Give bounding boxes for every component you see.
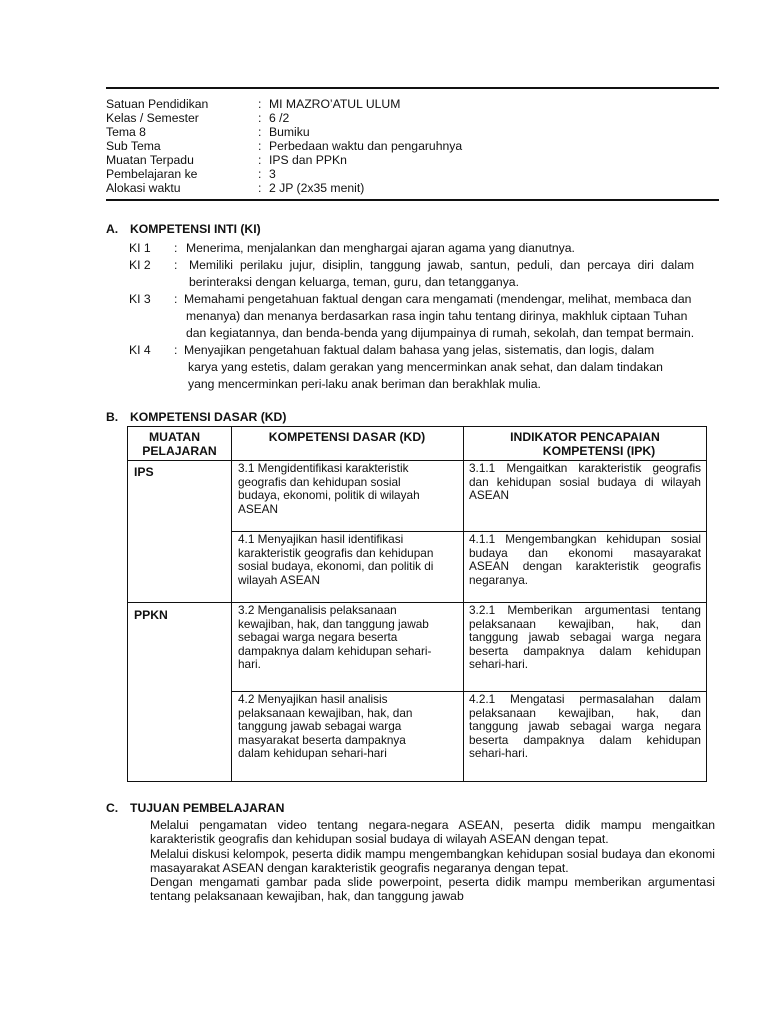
top-rule (106, 87, 719, 89)
header-line: PELAJARAN (142, 444, 217, 458)
identity-value: Perbedaan waktu dan pengaruhnya (269, 139, 463, 153)
header-ipk (463, 430, 707, 458)
identity-value: Bumiku (269, 125, 310, 139)
section-heading-kd (106, 410, 286, 425)
section-title: KOMPETENSI INTI (KI) (130, 222, 261, 236)
kd-line: 3.1 Mengidentifikasi karakteristik (238, 461, 409, 475)
ki-colon: : (174, 241, 178, 255)
header-line: MUATAN (149, 430, 200, 444)
identity-label: Pembelajaran ke (106, 167, 198, 181)
ki-colon: : (174, 292, 178, 306)
identity-bottom-rule (106, 199, 719, 201)
subject-ppkn: PPKN (134, 608, 168, 622)
kd-line: wilayah ASEAN (238, 572, 320, 587)
ipk-line: sehari-hari. (469, 746, 529, 761)
ipk-line: sehari-hari. (469, 657, 529, 672)
section-letter: B. (106, 410, 119, 424)
tujuan-line: masayarakat ASEAN dengan karakteristik geografis negaranya dengan tepat. (150, 861, 569, 875)
kd-line: dalam kehidupan sehari-hari (238, 746, 387, 761)
kd-line: pelaksanaan kewajiban, hak, dan (238, 705, 413, 720)
kd-line: sebagai warga negara beserta (238, 630, 398, 645)
ipk-line: tanggung jawab sebagai warga negara (469, 630, 701, 645)
kd-line: masyarakat beserta dampaknya (238, 732, 406, 747)
kd-line: kewajiban, hak, dan tanggung jawab (238, 616, 429, 631)
ki-text-line: Memiliki perilaku jujur, disiplin, tanggung jawab, santun, peduli, dan percaya diri dalam (189, 258, 694, 272)
ipk-line: budaya dan ekonomi masayarakat (469, 545, 701, 560)
identity-colon: : (258, 167, 262, 181)
identity-label: Muatan Terpadu (106, 153, 194, 167)
kd-cell (238, 693, 412, 761)
section-title: KOMPETENSI DASAR (KD) (130, 410, 287, 424)
identity-colon: : (258, 111, 262, 125)
ipk-line: pelaksanaan kewajiban, hak, dan (469, 705, 701, 720)
identity-colon: : (258, 97, 262, 111)
identity-value: 6 /2 (269, 111, 290, 125)
tujuan-line: Melalui pengamatan video tentang negara-negara ASEAN, peserta didik mampu mengaitkan (150, 818, 715, 832)
kd-line: budaya, ekonomi, politik di wilayah (238, 488, 420, 503)
identity-value: 3 (269, 167, 276, 181)
kd-line: dampaknya dalam kehidupan sehari- (238, 643, 432, 658)
ipk-line: 3.2.1 Memberikan argumentasi tentang (469, 603, 701, 617)
identity-label: Kelas / Semester (106, 111, 199, 125)
ipk-line: 3.1.1 Mengaitkan karakteristik geografis (469, 461, 701, 475)
identity-value: IPS dan PPKn (269, 153, 347, 167)
ki-text-line: Menerima, menjalankan dan menghargai ajaran agama yang dianutnya. (186, 241, 575, 255)
header-muatan (128, 430, 221, 458)
ipk-line: beserta dampaknya dalam kehidupan (469, 643, 701, 658)
ipk-line: ASEAN (469, 488, 509, 503)
ipk-cell (469, 604, 701, 672)
ki-text-line: Memahami pengetahuan faktual dengan cara mengamati (mendengar, melihat, membaca dan (184, 292, 692, 306)
kd-cell (238, 533, 433, 587)
identity-label: Alokasi waktu (106, 181, 181, 195)
kd-line: 3.2 Menganalisis pelaksanaan (238, 603, 397, 617)
header-line: KOMPETENSI (IPK) (542, 444, 656, 458)
table-divider (463, 427, 464, 781)
ipk-line: tanggung jawab sebagai warga negara (469, 719, 701, 734)
ipk-line: ASEAN dengan karakteristik geografis (469, 559, 701, 574)
identity-value: 2 JP (2x35 menit) (269, 181, 365, 195)
ipk-line: negaranya. (469, 572, 529, 587)
ki-code: KI 4 (129, 343, 151, 357)
ki-text-line: dan kegiatannya, dan benda-benda yang dijumpainya di rumah, sekolah, dan tempat bermain. (186, 326, 695, 340)
kd-line: tanggung jawab sebagai warga (238, 719, 402, 734)
subject-ips: IPS (134, 465, 154, 479)
identity-value: MI MAZRO’ATUL ULUM (269, 97, 401, 111)
tujuan-line: Melalui diskusi kelompok, peserta didik mampu mengembangkan kehidupan sosial budaya dan ekonomi (150, 847, 715, 861)
ki-colon: : (174, 343, 178, 357)
kd-line: 4.2 Menyajikan hasil analisis (238, 692, 388, 706)
ki-text-line: Menyajikan pengetahuan faktual dalam bahasa yang jelas, sistematis, dan logis, dalam (184, 343, 655, 357)
identity-label: Satuan Pendidikan (106, 97, 209, 111)
ki-text-line: yang mencerminkan peri-laku anak beriman dan berakhlak mulia. (188, 377, 541, 391)
kd-line: ASEAN (238, 501, 278, 516)
table-divider (231, 427, 232, 781)
ki-text-line: berinteraksi dengan keluarga, teman, guru, dan tetangganya. (189, 275, 519, 289)
ki-code: KI 1 (129, 241, 151, 255)
ipk-cell (469, 533, 701, 587)
ki-text-line: karya yang estetis, dalam gerakan yang mencerminkan anak sehat, dan dalam tindakan (188, 360, 663, 374)
identity-colon: : (258, 125, 262, 139)
ipk-cell (469, 462, 701, 503)
ipk-line: beserta dampaknya dalam kehidupan (469, 732, 701, 747)
tujuan-line: Dengan mengamati gambar pada slide powerpoint, peserta didik mampu memberikan argumentasi (150, 875, 715, 889)
section-heading-ki (106, 222, 261, 237)
section-title: TUJUAN PEMBELAJARAN (130, 801, 285, 815)
identity-label: Sub Tema (106, 139, 161, 153)
header-line: INDIKATOR PENCAPAIAN (510, 430, 660, 444)
ipk-line: pelaksanaan kewajiban, hak, dan (469, 616, 701, 631)
ki-text-line: menanya) dan menanya berdasarkan rasa ingin tahu tentang dirinya, makhluk ciptaan Tuhan (186, 309, 688, 323)
kd-table (127, 426, 707, 782)
kd-cell (238, 604, 431, 672)
identity-label: Tema 8 (106, 125, 146, 139)
ipk-cell (469, 693, 701, 761)
ki-code: KI 2 (129, 258, 151, 272)
kd-cell (238, 462, 420, 516)
ki-code: KI 3 (129, 292, 151, 306)
tujuan-line: tentang pelaksanaan kewajiban, hak, dan tanggung jawab (150, 889, 464, 903)
identity-colon: : (258, 139, 262, 153)
ipk-line: dan kehidupan sosial budaya di wilayah (469, 474, 701, 489)
kd-line: karakteristik geografis dan kehidupan (238, 545, 434, 560)
tujuan-line: karakteristik geografis dan kehidupan sosial budaya di wilayah ASEAN dengan tepat. (150, 832, 609, 846)
kd-line: geografis dan kehidupan sosial (238, 474, 401, 489)
ipk-line: 4.2.1 Mengatasi permasalahan dalam (469, 692, 701, 706)
section-heading-tujuan (106, 801, 284, 816)
ki-colon: : (174, 258, 178, 272)
kd-line: 4.1 Menyajikan hasil identifikasi (238, 532, 404, 546)
kd-line: hari. (238, 657, 261, 672)
ipk-line: 4.1.1 Mengembangkan kehidupan sosial (469, 532, 701, 546)
kd-line: sosial budaya, ekonomi, dan politik di (238, 559, 434, 574)
section-letter: C. (106, 801, 119, 815)
identity-colon: : (258, 153, 262, 167)
header-kd: KOMPETENSI DASAR (KD) (268, 430, 426, 444)
identity-colon: : (258, 181, 262, 195)
section-letter: A. (106, 222, 119, 236)
